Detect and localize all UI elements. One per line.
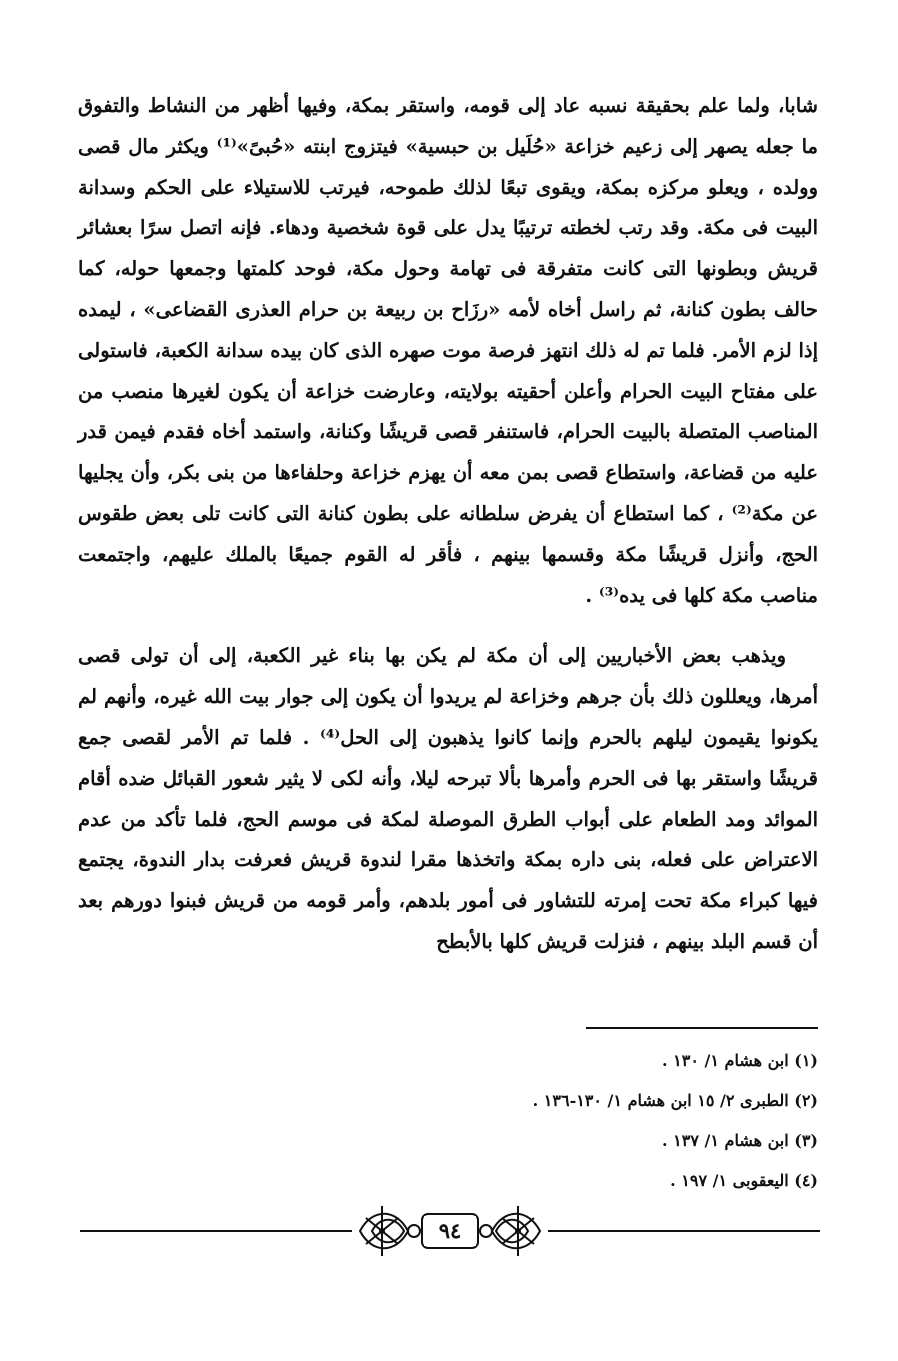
footnote-2: (٢) الطبرى ٢/ ١٥ ابن هشام ١/ ١٣٠-١٣٦ . <box>532 1091 818 1110</box>
footer-rule-right <box>548 1230 820 1232</box>
footnote-3: (٣) ابن هشام ١/ ١٣٧ . <box>662 1131 818 1150</box>
footnote-1: (١) ابن هشام ١/ ١٣٠ . <box>662 1051 818 1070</box>
footnote-separator <box>586 1027 818 1029</box>
footnotes <box>78 1041 818 1201</box>
footer-rule-left <box>80 1230 352 1232</box>
paragraph-2: ويذهب بعض الأخباريين إلى أن مكة لم يكن بها بناء غير الكعبة، إلى أن تولى قصى أمرها، ويعللون ذلك بأن جرهم وخزاعة لم يريدوا أن يكون إلى جوار بيت الله غيره، وأنهم لم يكونوا يقيمون ليلهم بالحرم وإنما كانوا يذهبون إلى الحل⁽⁴⁾ . فلما تم الأمر لقصى جمع قريشًا واستقر بها فى الحرم وأمرها بألا تبرحه ليلا، وأنه لكى لا يثير شعور القبائل ضده أقام الموائد ومد الطعام على أبواب الطرق الموصلة لمكة فى موسم الحج، فلما تأكد من عدم الاعتراض على فعله، بنى داره بمكة واتخذها مقرا لندوة قريش فعرفت بدار الندوة، يجتمع فيها كبراء مكة تحت إمرته للتشاور فى أمور بلدهم، وأمر قومه من قريش فبنوا دورهم بعد أن قسم البلد بينهم ، فنزلت قريش كلها بالأبطح <box>78 644 818 953</box>
footnote-4: (٤) اليعقوبى ١/ ١٩٧ . <box>670 1171 818 1190</box>
page-footer <box>80 1200 820 1262</box>
page-number: ٩٤ <box>424 1216 476 1246</box>
main-text <box>78 86 818 963</box>
paragraph-1: شابا، ولما علم بحقيقة نسبه عاد إلى قومه، واستقر بمكة، وفيها أظهر من النشاط والتفوق ما جعله يصهر إلى زعيم خزاعة «حُلَيل بن حبسية» فيتزوج ابنته «حُبىً»⁽¹⁾ ويكثر مال قصى وولده ، ويعلو مركزه بمكة، ويقوى تبعًا لذلك طموحه، فيرتب للاستيلاء على الحكم وسدانة البيت فى مكة. وقد رتب لخطته ترتيبًا يدل على قوة شخصية ودهاء. فإنه اتصل سرًا بعشائر قريش وبطونها التى كانت متفرقة فى تهامة وحول مكة، فوحد كلمتها وجمعها حوله، كما حالف بطون كنانة، ثم راسل أخاه لأمه «رزَاح بن ربيعة بن حرام العذرى القضاعى» ، ليمده إذا لزم الأمر. فلما تم له ذلك انتهز فرصة موت صهره الذى كان بيده سدانة الكعبة، فاستولى على مفتاح البيت الحرام وأعلن أحقيته بولايته، وعارضت خزاعة أن يكون لغيرها منصب من المناصب المتصلة بالبيت الحرام، فاستنفر قصى قريشًا وكنانة، واستمد أخاه فقدم فيمن قدر عليه من قضاعة، واستطاع قصى بمن معه أن يهزم خزاعة وحلفاءها من بنى بكر، وأن يجليها عن مكة⁽²⁾ ، كما استطاع أن يفرض سلطانه على بطون كنانة التى كانت تلى بعض طقوس الحج، وأنزل قريشًا مكة وقسمها بينهم ، فأقر له القوم جميعًا بالملك عليهم، واجتمعت مناصب مكة كلها فى يده⁽³⁾ . <box>78 94 818 607</box>
